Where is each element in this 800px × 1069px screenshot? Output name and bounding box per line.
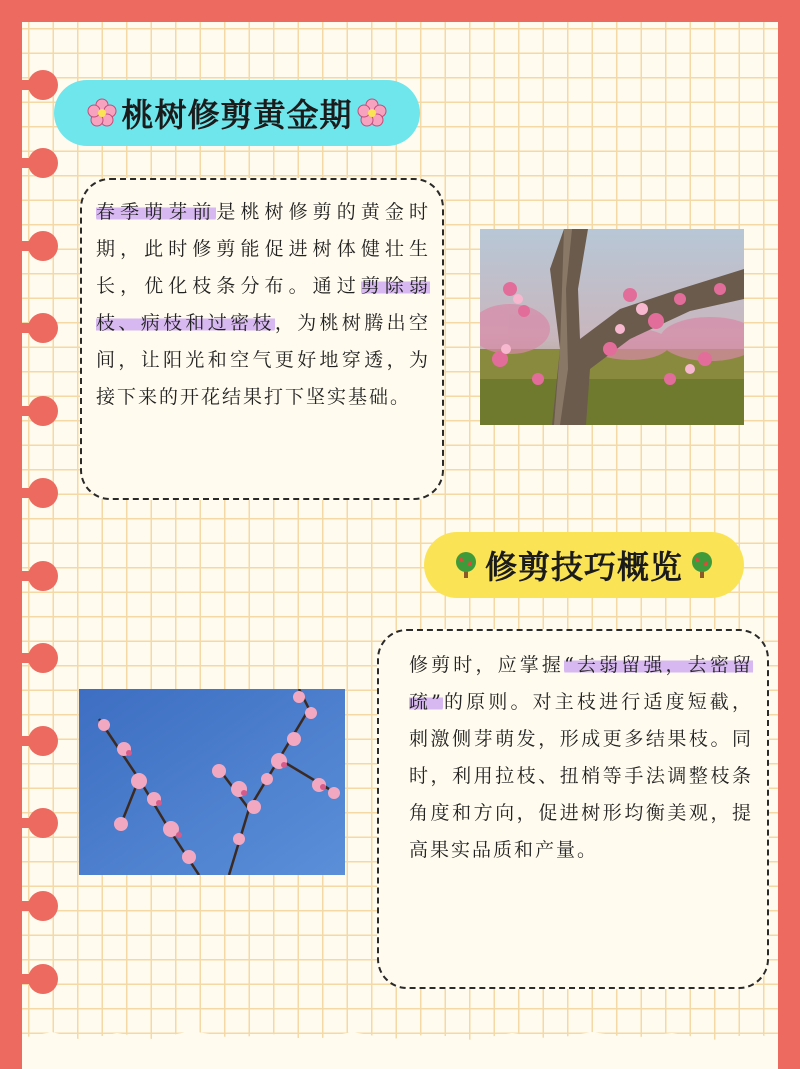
peach-orchard-photo — [480, 229, 744, 425]
body-text: 是桃树修剪的黄金时期，此时修剪能促进树体健壮生长，优化枝条分布。通过 — [96, 201, 430, 297]
text-card-pruning-period — [80, 178, 444, 500]
section-title-pruning-tips — [424, 532, 744, 598]
paragraph — [96, 194, 430, 416]
binder-ring — [28, 891, 58, 921]
cherry-blossom-icon — [357, 98, 387, 128]
blossom-sky-photo — [79, 689, 345, 875]
body-text: 的原则。对主枝进行适度短截，刺激侧芽萌发，形成更多结果枝。同时，利用拉枝、扭梢等手法调整枝条角度和方向，促进树形均衡美观，提高果实品质和产量。 — [409, 691, 753, 861]
binder-ring — [28, 808, 58, 838]
tree-icon — [687, 550, 717, 580]
binder-ring — [28, 561, 58, 591]
binder-ring — [28, 148, 58, 178]
paragraph — [409, 647, 753, 869]
body-text: ，为桃树腾出空间，让阳光和空气更好地穿透，为接下来的开花结果打下坚实基础。 — [96, 312, 430, 408]
section-title-pruning-period — [54, 80, 420, 146]
highlight-text: 剪除弱枝、病枝和过密枝 — [96, 275, 430, 334]
binder-ring — [28, 396, 58, 426]
body-text: 修剪时，应掌握 — [409, 654, 565, 676]
binder-ring — [28, 313, 58, 343]
section-title-text: 桃树修剪黄金期 — [121, 96, 353, 134]
binder-ring — [28, 70, 58, 100]
torn-paper-edge — [22, 1030, 778, 1069]
binder-ring — [28, 643, 58, 673]
binder-ring — [28, 478, 58, 508]
text-card-pruning-tips — [377, 629, 769, 989]
cherry-blossom-icon — [87, 98, 117, 128]
binder-ring — [28, 231, 58, 261]
highlight-text: 春季萌芽前 — [96, 201, 217, 223]
binder-ring — [28, 726, 58, 756]
highlight-text: “去弱留强，去密留疏” — [409, 654, 753, 713]
binder-ring — [28, 964, 58, 994]
tree-icon — [451, 550, 481, 580]
section-title-text: 修剪技巧概览 — [484, 548, 683, 586]
